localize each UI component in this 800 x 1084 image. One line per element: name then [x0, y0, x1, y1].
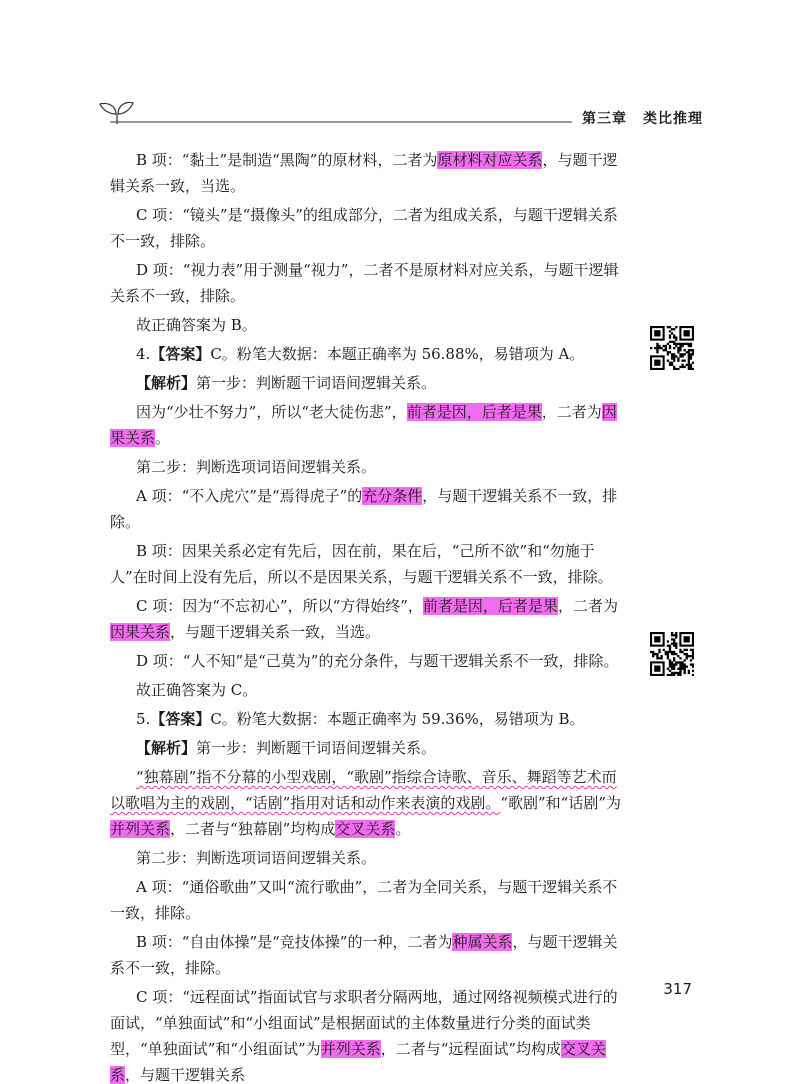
text-run: 5.	[136, 710, 151, 728]
text-run: ，二者与“远程面试”均构成	[380, 1040, 562, 1058]
chapter-number: 第三章	[582, 111, 627, 127]
highlight: 因果关系	[110, 403, 617, 447]
bold-label: 【答案】	[150, 345, 211, 363]
text-run: 第二步：判断选项词语间逻辑关系。	[136, 849, 377, 867]
text-run: 。	[155, 429, 171, 447]
paragraph	[110, 370, 625, 396]
text-run: A 项：“不入虎穴”是“焉得虎子”的	[136, 487, 363, 505]
paragraph	[110, 593, 625, 645]
page-number: 317	[663, 980, 692, 998]
chapter-heading	[582, 108, 703, 128]
highlight: 原材料对应关系	[437, 151, 543, 169]
text-run: ，与题干逻辑关系	[125, 1066, 246, 1084]
highlight: 交叉关系	[110, 1040, 607, 1084]
highlight: 充分条件	[362, 487, 423, 505]
paragraph	[110, 845, 625, 871]
paragraph	[110, 929, 625, 981]
highlight: 前者是因，后者是果	[422, 597, 558, 615]
qr-code-icon[interactable]	[650, 632, 694, 676]
chapter-title: 类比推理	[643, 111, 703, 127]
text-run: B 项：“黏土”是制造“黑陶”的原材料，二者为	[136, 151, 438, 169]
text-run: C。粉笔大数据：本题正确率为 56.88%，易错项为 A。	[210, 345, 585, 363]
underlined-text: “独幕剧”指不分幕的小型戏剧，“歌剧”指综合诗歌、音乐、舞蹈等艺术而以歌唱为主的戏剧，“话剧”指用对话和动作来表演的戏剧。	[110, 768, 617, 812]
bold-label: 【解析】	[136, 739, 197, 757]
highlight: 种属关系	[452, 933, 513, 951]
text-run: ，二者为	[557, 597, 618, 615]
highlight: 因果关系	[110, 623, 171, 641]
text-run: 第一步：判断题干词语间逻辑关系。	[196, 739, 437, 757]
text-run: C。粉笔大数据：本题正确率为 59.36%，易错项为 B。	[210, 710, 585, 728]
paragraph	[110, 706, 625, 732]
text-run: D 项：“人不知”是“己莫为”的充分条件，与题干逻辑关系不一致，排除。	[136, 652, 619, 670]
highlight: 交叉关系	[335, 820, 396, 838]
paragraph	[110, 341, 625, 367]
text-run: C 项：“镜头”是“摄像头”的组成部分，二者为组成关系，与题干逻辑关系不一致，排除。	[110, 206, 618, 250]
paragraph	[110, 764, 625, 842]
paragraph	[110, 648, 625, 674]
bold-label: 【解析】	[136, 374, 197, 392]
text-run: D 项：“视力表”用于测量“视力”，二者不是原材料对应关系，与题干逻辑关系不一致，排除。	[110, 261, 619, 305]
text-run: C 项：因为“不忘初心”，所以“方得始终”，	[136, 597, 423, 615]
text-run: ，二者与“独幕剧”均构成	[170, 820, 336, 838]
paragraph	[110, 399, 625, 451]
paragraph	[110, 312, 625, 338]
highlight: 并列关系	[110, 820, 171, 838]
paragraph	[110, 735, 625, 761]
text-run: 4.	[136, 345, 151, 363]
paragraph	[110, 147, 625, 199]
bold-label: 【答案】	[150, 710, 211, 728]
paragraph	[110, 874, 625, 926]
text-run: 第一步：判断题干词语间逻辑关系。	[196, 374, 437, 392]
page-header	[0, 96, 800, 136]
text-run: ，二者为	[541, 403, 602, 421]
text-run: C 项：“远程面试”指面试官与求职者分隔两地，通过网络视频模式进行的面试，“单独面试”和“小组面试”是根据面试的主体数量进行分类的面试类型，“单独面试”和“小组面试”为	[110, 988, 618, 1058]
text-run: B 项：因果关系必定有先后，因在前，果在后，“己所不欲”和“勿施于人”在时间上没有先后，所以不是因果关系，与题干逻辑关系不一致，排除。	[110, 542, 613, 586]
text-run: ，与题干逻辑关系不一致，排除。	[110, 487, 618, 531]
text-run: 。	[395, 820, 411, 838]
text-run: B 项：“自由体操”是“竞技体操”的一种，二者为	[136, 933, 453, 951]
text-run: 故正确答案为 C。	[136, 681, 258, 699]
highlight: 前者是因，后者是果	[406, 403, 542, 421]
text-run: “歌剧”和“话剧”为	[500, 794, 622, 812]
highlight: 并列关系	[320, 1040, 381, 1058]
paragraph	[110, 677, 625, 703]
text-run: ，与题干逻辑关系不一致，排除。	[110, 933, 618, 977]
page-body	[110, 147, 625, 1084]
text-run: ，与题干逻辑关系一致，当选。	[170, 623, 381, 641]
text-run: A 项：“通俗歌曲”又叫“流行歌曲”，二者为全同关系，与题干逻辑关系不一致，排除。	[110, 878, 618, 922]
paragraph	[110, 483, 625, 535]
paragraph	[110, 202, 625, 254]
qr-code-icon[interactable]	[650, 326, 694, 370]
text-run: 故正确答案为 B。	[136, 316, 257, 334]
text-run: ，与题干逻辑关系一致，当选。	[110, 151, 618, 195]
paragraph	[110, 454, 625, 480]
text-run: 因为“少壮不努力”，所以“老大徒伤悲”，	[136, 403, 407, 421]
paragraph	[110, 257, 625, 309]
text-run: 第二步：判断选项词语间逻辑关系。	[136, 458, 377, 476]
paragraph	[110, 984, 625, 1084]
paragraph	[110, 538, 625, 590]
sprout-icon	[100, 102, 133, 124]
